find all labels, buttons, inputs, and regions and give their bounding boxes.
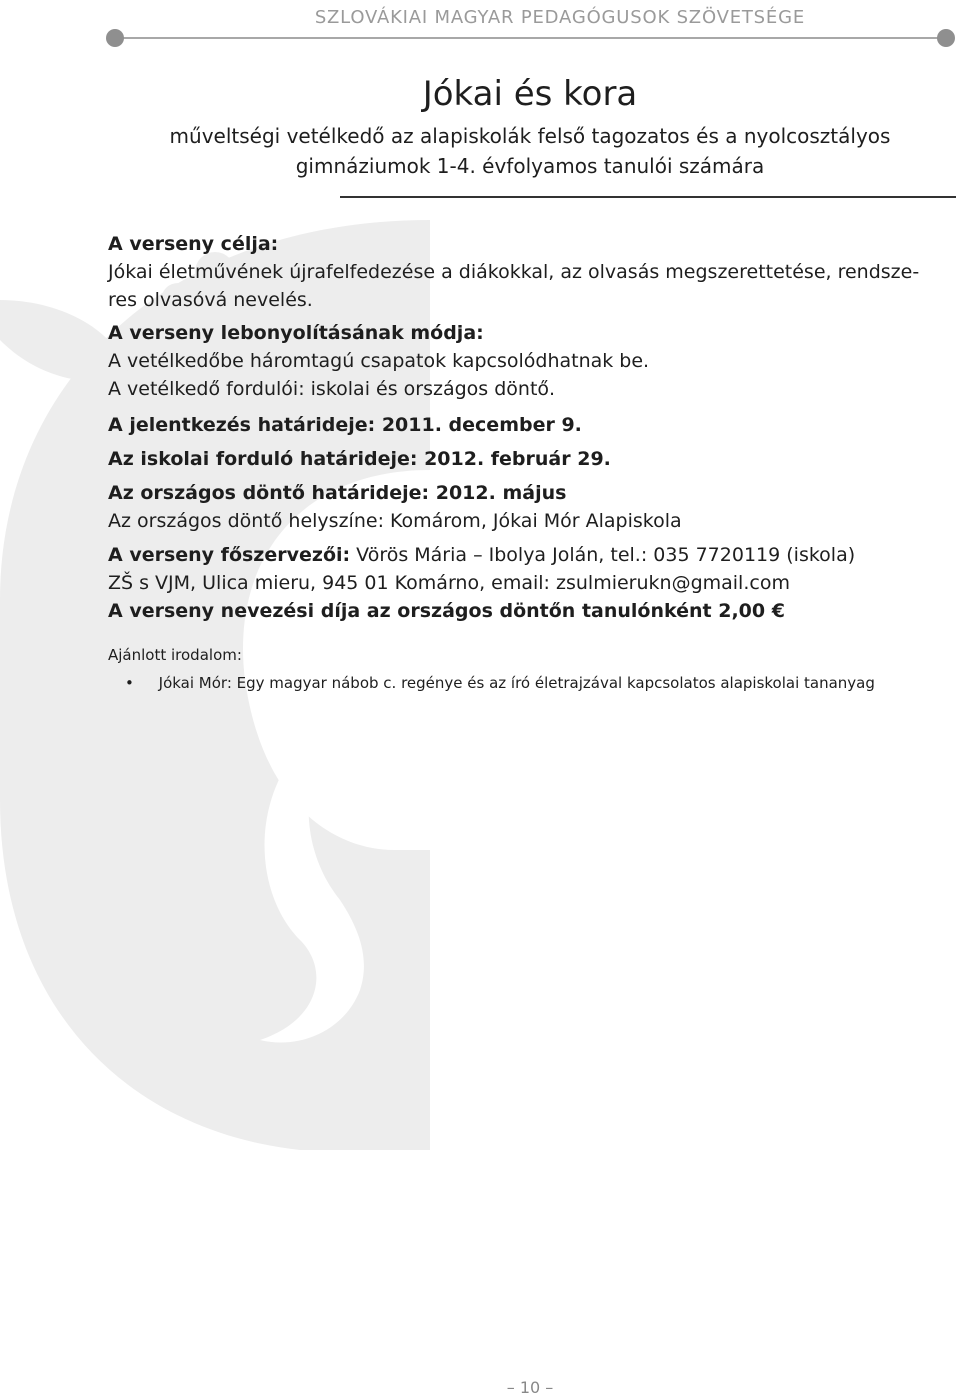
school-round-deadline: Az iskolai forduló határideje: 2012. február 29. [108,448,611,470]
reading-label: Ajánlott irodalom: [108,646,242,664]
registration-deadline: A jelentkezés határideje: 2011. december 9. [108,414,582,436]
rule-dot-left-icon [106,29,124,47]
national-final-deadline: Az országos döntő határideje: 2012. május [108,482,567,504]
organization-header: SZLOVÁKIAI MAGYAR PEDAGÓGUSOK SZÖVETSÉGE [314,7,805,28]
document-subtitle-line1: műveltségi vetélkedő az alapiskolák felső tagozatos és a nyolcosztályos [169,124,891,148]
rounds-text: A vetélkedő fordulói: iskolai és országos döntő. [108,378,556,400]
final-venue: Az országos döntő helyszíne: Komárom, Jókai Mór Alapiskola [108,510,682,532]
organizers-text: Vörös Mária – Ibolya Jolán, tel.: 035 7720119 (iskola) [356,544,856,566]
organizers-label: A verseny főszervezői: [108,544,351,566]
rule-dot-right-icon [937,29,955,47]
entry-fee: A verseny nevezési díja az országos döntőn tanulónként 2,00 € [108,600,785,622]
reading-list-item [125,674,875,692]
document-subtitle-line2: gimnáziumok 1-4. évfolyamos tanulói számára [295,154,765,178]
title-rule [340,196,956,198]
page-number: – 10 – [506,1378,554,1397]
reading-item-text: Jókai Mór: Egy magyar nábob c. regénye és az író életrajzával kapcsolatos alapiskolai tananyag [158,674,875,692]
method-label: A verseny lebonyolításának módja: [108,322,484,344]
goal-text-line1: Jókai életművének újrafelfedezése a diákokkal, az olvasás megszerettetése, rendsze- [108,261,920,283]
bullet-icon: • [125,674,134,692]
header-rule [115,37,947,39]
organizers-line [108,544,855,566]
goal-text-line2: res olvasóvá nevelés. [108,289,313,311]
method-text: A vetélkedőbe háromtagú csapatok kapcsolódhatnak be. [108,350,650,372]
organizer-address: ZŠ s VJM, Ulica mieru, 945 01 Komárno, email: zsulmierukn@gmail.com [108,572,790,594]
document-title: Jókai és kora [422,74,638,114]
goal-label: A verseny célja: [108,233,279,255]
